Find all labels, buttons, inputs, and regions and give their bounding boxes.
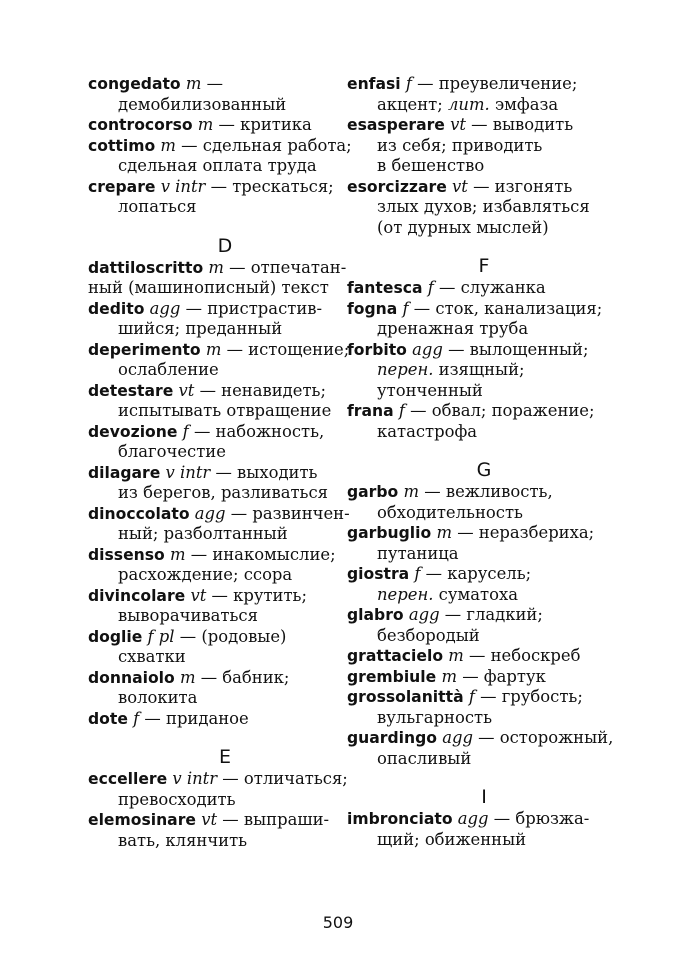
entry-line (88, 442, 346, 463)
translation-text: сдельная оплата труда (118, 156, 317, 175)
translation-text: — сдельная работа; (175, 135, 352, 155)
right-column (347, 74, 614, 850)
grammar-label: m (179, 667, 196, 687)
headword: donnaiolo (88, 668, 175, 687)
dictionary-entry (88, 668, 346, 709)
entry-line (347, 278, 607, 299)
grammar-label: agg (149, 298, 181, 318)
grammar-label: m (205, 339, 222, 359)
dictionary-entry (88, 463, 346, 504)
headword: garbuglio (347, 524, 432, 542)
entry-line (347, 585, 607, 606)
dictionary-entry (347, 177, 607, 239)
translation-text: — трескаться; (205, 176, 334, 196)
translation-text: расхождение; ссора (118, 565, 293, 584)
section-letter: D (217, 234, 233, 257)
headword: dote (88, 709, 128, 728)
usage-label: перен. (377, 360, 434, 379)
entry-line (88, 688, 346, 709)
headword: fogna (347, 299, 398, 318)
entry-line (88, 319, 346, 340)
headword: imbronciato (347, 810, 453, 828)
entry-line (88, 74, 346, 95)
translation-text: — карусель; (420, 564, 532, 583)
headword: doglie (88, 627, 143, 646)
translation-text: — развинчен- (225, 503, 350, 523)
headword: fantesca (347, 279, 423, 297)
grammar-label: m (208, 257, 224, 277)
headword: grembiule (347, 667, 437, 686)
grammar-label: f (427, 278, 434, 297)
translation-text: вульгарность (377, 707, 493, 727)
dictionary-entry (347, 728, 614, 769)
entry-line (347, 564, 607, 585)
grammar-label: f (182, 421, 189, 441)
dictionary-entry (347, 340, 607, 402)
dictionary-entry (347, 564, 607, 605)
translation-text: из себя; приводить (377, 135, 543, 155)
grammar-label: agg (457, 809, 489, 828)
grammar-label: agg (408, 605, 440, 624)
entry-line (88, 156, 346, 177)
entry-line (88, 831, 346, 852)
headword: cottimo (88, 136, 156, 155)
headword: crepare (88, 177, 156, 196)
grammar-label: f (398, 401, 405, 420)
dictionary-entry (88, 115, 346, 136)
headword: detestare (88, 381, 174, 400)
translation-text: — выходить (210, 462, 318, 482)
entry-line (347, 197, 607, 218)
dictionary-entry (88, 177, 346, 218)
translation-text: — критика (213, 115, 312, 134)
translation-text: — изгонять (467, 176, 573, 196)
entry-line (347, 708, 607, 729)
entry-line (347, 340, 607, 361)
grammar-label: f pl (147, 626, 175, 646)
grammar-label: m (185, 74, 202, 93)
translation-text: — отпечатан- (223, 257, 347, 277)
entry-line (347, 381, 607, 402)
entry-line (88, 503, 350, 525)
entry-line (88, 463, 346, 484)
entry-line (347, 74, 607, 95)
grammar-label: m (448, 646, 464, 665)
section-letter: E (218, 746, 231, 768)
entry-line (88, 810, 346, 831)
translation-text: из берегов, разливаться (118, 483, 328, 502)
translation-text: демобилизованный (118, 94, 287, 114)
entry-line (88, 627, 346, 648)
translation-text: — вежливость, (419, 482, 553, 501)
translation-text: — небоскреб (463, 646, 581, 665)
headword: giostra (347, 565, 410, 583)
translation-text: — приданое (139, 708, 249, 728)
dictionary-entry (347, 667, 607, 688)
entry-line (88, 339, 350, 361)
entry-line (347, 136, 607, 157)
translation-text: злых духов; избавляться (377, 197, 590, 216)
dictionary-entry (88, 74, 346, 115)
translation-text: лопаться (118, 197, 197, 216)
grammar-label: f (405, 74, 412, 93)
translation-text: ный (машинописный) текст (88, 278, 329, 297)
entry-line (347, 809, 607, 830)
translation-text: превосходить (118, 789, 236, 809)
dictionary-entry (347, 809, 607, 850)
entry-line (347, 687, 607, 708)
entry-line (347, 299, 607, 320)
grammar-label: agg (412, 339, 443, 359)
entry-line (347, 156, 607, 177)
translation-text: в бешенство (377, 156, 485, 175)
translation-text: — пристрастив- (180, 298, 323, 318)
translation-text: изящный; (433, 360, 525, 379)
translation-text: — отличаться; (217, 769, 348, 788)
entry-line (347, 667, 607, 688)
entry-line (88, 381, 346, 402)
translation-text: благочестие (118, 442, 226, 461)
grammar-label: v intr (165, 462, 211, 482)
dictionary-entry (347, 74, 607, 115)
translation-text: вать, клянчить (118, 830, 248, 850)
headword: eccellere (88, 770, 168, 788)
translation-text: — ненавидеть; (194, 380, 326, 400)
entry-line (347, 544, 607, 565)
entry-line (347, 728, 614, 749)
grammar-label: m (160, 135, 176, 155)
grammar-label: m (436, 523, 452, 542)
translation-text: — выводить (465, 115, 574, 134)
headword: garbo (347, 483, 399, 501)
headword: divincolare (88, 586, 186, 605)
translation-text: — инакомыслие; (185, 544, 336, 564)
translation-text: щий; обиженный (377, 829, 527, 849)
entry-line (347, 830, 607, 851)
page-number: 509 (322, 913, 354, 932)
grammar-label: v intr (172, 769, 218, 788)
translation-text: — (родовые) (174, 626, 287, 646)
translation-text: выворачиваться (118, 606, 258, 625)
grammar-label: f (402, 298, 409, 318)
entry-line (88, 401, 346, 422)
dictionary-entry (88, 627, 346, 668)
headword: esorcizzare (347, 177, 447, 196)
entry-line (88, 95, 346, 116)
translation-text: (от дурных мыслей) (377, 217, 549, 237)
section-letter: G (476, 459, 492, 481)
entry-line (347, 605, 607, 626)
entry-line (88, 647, 346, 668)
headword: esasperare (347, 116, 445, 134)
dictionary-entry (347, 687, 607, 728)
headword: dinoccolato (88, 504, 190, 523)
entry-line (347, 95, 607, 116)
entry-line (88, 483, 346, 504)
headword: forbito (347, 340, 407, 359)
dictionary-entry (88, 339, 350, 381)
entry-line (88, 115, 346, 136)
translation-text: ослабление (118, 360, 219, 379)
grammar-label: f (468, 687, 475, 706)
headword: dissenso (88, 545, 165, 564)
grammar-label: f (414, 564, 421, 583)
dictionary-entry (347, 605, 607, 646)
grammar-label: v intr (160, 176, 206, 196)
grammar-label: agg (194, 503, 226, 523)
entry-line (347, 749, 607, 770)
dictionary-entry (347, 278, 607, 299)
translation-text: — вылощенный; (442, 339, 589, 359)
headword: congedato (88, 75, 181, 93)
translation-text: путаница (377, 543, 459, 563)
headword: grattacielo (347, 647, 444, 665)
entry-line (347, 401, 607, 422)
entry-line (347, 115, 607, 136)
dictionary-entry (88, 586, 346, 627)
section-letter: F (478, 255, 490, 277)
entry-line (88, 177, 346, 198)
entry-line (88, 299, 346, 320)
translation-text: — гладкий; (439, 605, 543, 624)
headword: dattiloscritto (88, 258, 204, 277)
translation-text: — неразбериха; (451, 523, 595, 542)
grammar-label: vt (450, 115, 466, 134)
dictionary-entry (88, 810, 346, 851)
translation-text: — служанка (433, 278, 546, 297)
grammar-label: m (441, 666, 457, 686)
grammar-label: vt (178, 380, 195, 400)
translation-text: — грубость; (474, 687, 583, 706)
translation-text: — бабник; (195, 667, 290, 687)
entry-line (88, 769, 346, 790)
translation-text: суматоха (433, 584, 518, 604)
dictionary-entry (88, 503, 350, 545)
translation-text: — фартук (456, 666, 546, 686)
entry-line (347, 319, 607, 340)
headword: grossolanittà (347, 688, 464, 706)
headword: elemosinare (88, 811, 196, 829)
translation-text: опасливый (377, 748, 472, 768)
grammar-label: vt (190, 585, 207, 605)
translation-text: — преувеличение; (411, 74, 578, 93)
dictionary-entry (88, 709, 346, 730)
translation-text: катастрофа (377, 421, 478, 441)
translation-text: утонченный (377, 380, 483, 400)
grammar-label: vt (452, 176, 468, 196)
section-letter: I (481, 786, 487, 808)
dictionary-entry (88, 135, 352, 177)
dictionary-entry (347, 401, 607, 442)
headword: deperimento (88, 340, 201, 359)
entry-line (88, 668, 346, 689)
entry-line (88, 197, 346, 218)
translation-text: — истощение; (221, 339, 350, 359)
dictionary-entry (347, 482, 607, 523)
headword: devozione (88, 422, 178, 441)
dictionary-entry (88, 545, 346, 586)
dictionary-entry (88, 422, 346, 463)
headword: dedito (88, 299, 145, 318)
translation-text: ный; разболтанный (118, 524, 288, 543)
translation-text: акцент; (377, 94, 448, 114)
translation-text: эмфаза (489, 94, 559, 114)
translation-text: — (201, 74, 224, 93)
translation-text: — обвал; поражение; (404, 401, 595, 420)
grammar-label: vt (201, 810, 218, 829)
translation-text: схватки (118, 647, 186, 666)
usage-label: перен. (377, 584, 434, 604)
entry-line (347, 626, 607, 647)
translation-text: — брюзжа- (488, 809, 590, 828)
dictionary-entry (88, 381, 346, 422)
entry-line (88, 709, 346, 730)
entry-line (347, 523, 607, 544)
entry-line (88, 565, 346, 586)
entry-line (88, 524, 346, 545)
entry-line (347, 422, 607, 443)
headword: frana (347, 402, 394, 420)
translation-text: — набожность, (188, 421, 325, 441)
translation-text: безбородый (377, 625, 480, 645)
entry-line (347, 503, 607, 524)
translation-text: волокита (118, 688, 198, 707)
dictionary-entry (347, 115, 607, 177)
translation-text: обходительность (377, 502, 523, 522)
entry-line (88, 258, 346, 279)
entry-line (88, 360, 346, 381)
dictionary-entry (88, 299, 346, 340)
headword: enfasi (347, 75, 401, 93)
grammar-label: m (197, 115, 214, 134)
translation-text: дренажная труба (377, 319, 529, 338)
dictionary-entry (88, 258, 346, 299)
grammar-label: m (169, 544, 186, 564)
dictionary-entry (88, 769, 346, 810)
dictionary-entry (347, 646, 607, 667)
entry-line (88, 545, 346, 566)
translation-text: шийся; преданный (118, 319, 283, 338)
translation-text: испытывать отвращение (118, 401, 332, 420)
grammar-label: agg (442, 728, 473, 747)
entry-line (88, 606, 346, 627)
translation-text: — выпраши- (217, 810, 330, 829)
entry-line (347, 218, 607, 239)
entry-line (88, 135, 352, 157)
headword: controcorso (88, 116, 193, 134)
left-column (88, 74, 352, 851)
translation-text: — сток, канализация; (408, 298, 603, 318)
entry-line (347, 646, 607, 667)
entry-line (347, 482, 607, 503)
grammar-label: f (133, 708, 140, 728)
dictionary-entry (347, 523, 607, 564)
translation-text: — осторожный, (472, 728, 614, 747)
dictionary-entry (347, 299, 607, 340)
entry-line (347, 360, 607, 381)
entry-line (88, 586, 346, 607)
usage-label: лит. (447, 94, 490, 114)
translation-text: — крутить; (206, 585, 307, 605)
headword: guardingo (347, 729, 437, 747)
headword: glabro (347, 606, 404, 624)
entry-line (88, 790, 346, 811)
headword: dilagare (88, 463, 161, 482)
entry-line (88, 422, 346, 443)
entry-line (88, 278, 346, 299)
entry-line (347, 177, 607, 198)
grammar-label: m (403, 482, 420, 501)
